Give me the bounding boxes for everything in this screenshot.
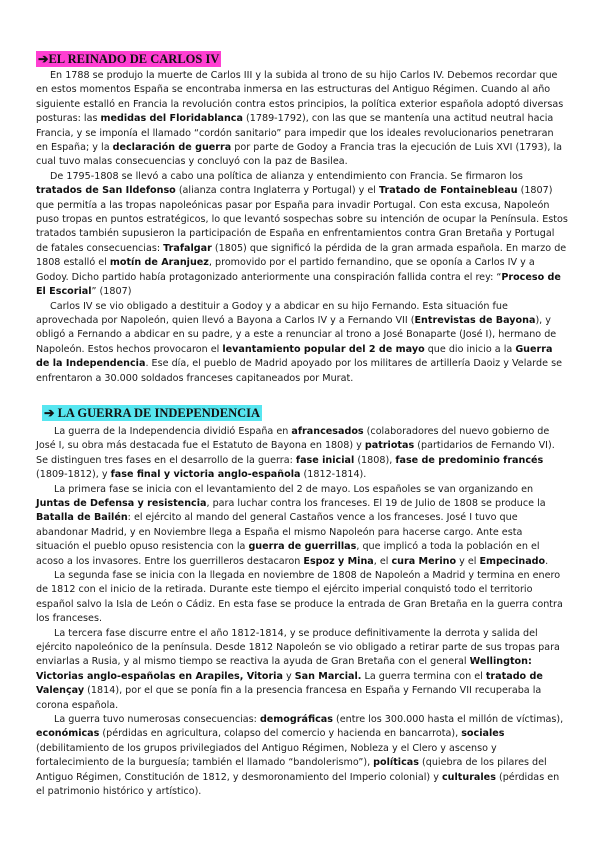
text-run: La tercera fase discurre entre el año 1812-1814, y se produce definitivamente la derrota y salida del ejército napoleónico de la península. Desde 1812 Napoleón se vio obligado a retirar parte de sus tropas para enviarlas a Rusia, y al mismo tiempo se reactiva la ayuda de Gran Bretaña con el general bbox=[36, 627, 560, 668]
text-run: En 1788 se produjo la muerte de Carlos III y la subida al trono de su hijo Carlos IV. Debemos recordar que en estos momentos España se encontraba inmersa en las estructuras del Antiguo Régimen. Cuando al año siguiente estalló en Francia la revolución contra estos principios, la política exterior española adoptó diversas posturas: las bbox=[36, 70, 564, 125]
bold-term: Espoz y Mina bbox=[303, 555, 374, 567]
bold-term: demográficas bbox=[259, 714, 333, 726]
text-run: , el bbox=[373, 555, 392, 567]
bold-term: Empecinado bbox=[479, 555, 546, 567]
text-run: (pérdidas en el patrimonio histórico y artístico). bbox=[36, 771, 560, 798]
text-run: (debilitamiento de los grupos privilegiados del Antiguo Régimen, Nobleza y el Clero y ascenso y fortalecimiento de la burguesía; también el llamado “bandolerismo”), bbox=[36, 742, 497, 769]
bold-term: afrancesados bbox=[291, 425, 364, 437]
paragraph bbox=[36, 425, 568, 483]
bold-term: Juntas de Defensa y resistencia bbox=[36, 497, 207, 509]
bold-term: cura Merino bbox=[391, 555, 457, 567]
text-run: (1809-1812), y bbox=[36, 469, 111, 481]
bold-term: motín de Aranjuez bbox=[109, 257, 209, 269]
section-body bbox=[36, 425, 568, 800]
text-run: , que implicó a toda la población en el acoso a los invasores. Entre los guerrilleros destacaron bbox=[36, 541, 540, 567]
text-run: La guerra termina con el bbox=[361, 670, 486, 682]
bold-term: Trafalgar bbox=[163, 242, 212, 254]
text-run: y el bbox=[456, 555, 480, 567]
bold-term: Proceso de El Escorial bbox=[36, 271, 561, 298]
paragraph bbox=[36, 627, 568, 713]
text-run: . Ese día, el pueblo de Madrid apoyado por los militares de artillería Daoiz y Velarde se enfrentaron a 30.000 soldados franceses capitaneados por Murat. bbox=[36, 358, 562, 384]
text-run: La guerra tuvo numerosas consecuencias: bbox=[54, 714, 260, 726]
bold-term: levantamiento popular del 2 de mayo bbox=[222, 343, 425, 355]
text-run: (1805) que significó la pérdida de la gran armada española. En marzo de 1808 estalló el bbox=[36, 242, 567, 269]
text-run: , promovido por el partido fernandino, que se oponía a Carlos IV y a Godoy. Dicho partido había protagonizado anteriormente una conspiración fallida contra el rey: “ bbox=[36, 257, 535, 283]
document-page bbox=[36, 50, 568, 800]
text-run: , para luchar contra los franceses. El 19 de Julio de 1808 se produce la bbox=[206, 497, 546, 509]
bold-term: fase inicial bbox=[295, 454, 355, 466]
paragraph bbox=[36, 713, 568, 799]
section-reinado-carlos-iv bbox=[36, 50, 568, 386]
text-run: (colaboradores del nuevo gobierno de José I, su obra más destacada fue el Estatuto de Bayona en 1808) y bbox=[36, 425, 550, 452]
bold-term: tratados de San Ildefonso bbox=[36, 185, 176, 197]
bold-term: Guerra de la Independencia bbox=[36, 343, 553, 370]
text-run: (1814), por el que se ponía fin a la presencia francesa en España y Fernando VII recuperaba la corona española. bbox=[36, 685, 542, 711]
text-run: : el ejército al mando del general Castaños vence a los franceses. José I tuvo que abandonar Madrid, y en Noviembre llega a España el mismo Napoleón para hacerse cargo. Ante esta situación el pueblo opuso resistencia con la bbox=[36, 512, 523, 553]
text-run: por parte de Godoy a Francia tras la ejecución de Luis XVI (1793), la cual tuvo malas consecuencias y concluyó con la paz de Basilea. bbox=[36, 142, 562, 168]
bold-term: Wellington: Victorias anglo-españolas en Arapiles, Vitoria bbox=[36, 656, 532, 682]
bold-term: políticas bbox=[373, 757, 419, 769]
text-run: que dio inicio a la bbox=[424, 343, 516, 355]
text-run: (1789-1792), con las que se mantenía una actitud neutral hacia Francia, y se imponía el llamado “cordón sanitario” para impedir que los ideales revolucionarios penetraran en España; y la bbox=[36, 113, 554, 154]
text-run: (alianza contra Inglaterra y Portugal) y el bbox=[175, 185, 380, 197]
bold-term: San Marcial. bbox=[294, 670, 362, 682]
text-run: Carlos IV se vio obligado a destituir a Godoy y a abdicar en su hijo Fernando. Esta situación fue aprovechada por Napoleón, quien llevó a Bayona a Carlos IV y a Fernando VII ( bbox=[36, 300, 508, 326]
text-run: (1812-1814). bbox=[300, 469, 367, 481]
text-run: (1808), bbox=[354, 454, 396, 466]
bold-term: Entrevistas de Bayona bbox=[414, 314, 536, 326]
bold-term: fase final y victoria anglo-española bbox=[110, 469, 301, 481]
text-run: (entre los 300.000 hasta el millón de víctimas), bbox=[332, 714, 564, 726]
text-run: ” (1807) bbox=[91, 286, 132, 298]
paragraph bbox=[36, 300, 568, 386]
bold-term: económicas bbox=[36, 728, 100, 740]
text-run: (pérdidas en agricultura, colapso del comercio y hacienda en bancarrota), bbox=[99, 728, 462, 740]
bold-term: fase de predominio francés bbox=[395, 454, 544, 466]
text-run: (1807) que permitía a las tropas napoleónicas pasar por España para invadir Portugal. Con esta excusa, Napoleón puso tropas en puntos estratégicos, lo que levantó sospechas sobre su intención de ocupar la Península. Estos tratados también supusieron la participación de España en enfrentamientos contra Gran Bretaña y Portugal de fatales consecuencias: bbox=[36, 185, 568, 254]
bold-term: Batalla de Bailén bbox=[36, 512, 128, 524]
text-run: (partidarios de Fernando VI). Se distinguen tres fases en el desarrollo de la guerra: bbox=[36, 440, 555, 466]
section-body bbox=[36, 69, 568, 386]
bold-term: patriotas bbox=[364, 440, 415, 452]
paragraph bbox=[36, 69, 568, 170]
text-run: y bbox=[282, 670, 295, 682]
bold-term: sociales bbox=[461, 728, 505, 740]
text-run: La segunda fase se inicia con la llegada en noviembre de 1808 de Napoleón a Madrid y termina en enero de 1812 con el inicio de la retirada. Durante este tiempo el ejército imperial conquistó todo el territorio español salvo la Isla de León o Cádiz. En esta fase se produce la entrada de Gran Bretaña en la guerra contra los franceses. bbox=[36, 570, 563, 625]
text-run: De 1795-1808 se llevó a cabo una política de alianza y entendimiento con Francia. Se firmaron los bbox=[50, 170, 523, 182]
section-guerra-independencia bbox=[36, 404, 568, 800]
text-run: (quiebra de los pilares del Antiguo Régimen, Constitución de 1812, y desmoronamiento del Imperio colonial) y bbox=[36, 757, 547, 783]
text-run: ), y obligó a Fernando a abdicar en su padre, y a este a renunciar al trono a José Bonaparte (José I), hermano de Napoleón. Estos hechos provocaron el bbox=[36, 314, 557, 355]
paragraph bbox=[36, 483, 568, 569]
text-run: La primera fase se inicia con el levantamiento del 2 de mayo. Los españoles se van organizando en bbox=[54, 483, 534, 495]
bold-term: Tratado de Fontainebleau bbox=[379, 185, 518, 197]
section-title-reinado: ➔EL REINADO DE CARLOS IV bbox=[38, 52, 220, 66]
bold-term: culturales bbox=[441, 771, 496, 783]
bold-term: tratado de Valençay bbox=[36, 670, 543, 697]
bold-term: medidas del Floridablanca bbox=[100, 113, 243, 125]
text-run: La guerra de la Independencia dividió España en bbox=[54, 425, 292, 437]
bold-term: declaración de guerra bbox=[112, 142, 232, 154]
text-run: . bbox=[545, 555, 549, 567]
paragraph bbox=[36, 569, 568, 627]
bold-term: guerra de guerrillas bbox=[248, 541, 357, 553]
paragraph bbox=[36, 170, 568, 300]
section-title-guerra: ➔ LA GUERRA DE INDEPENDENCIA bbox=[44, 405, 261, 420]
